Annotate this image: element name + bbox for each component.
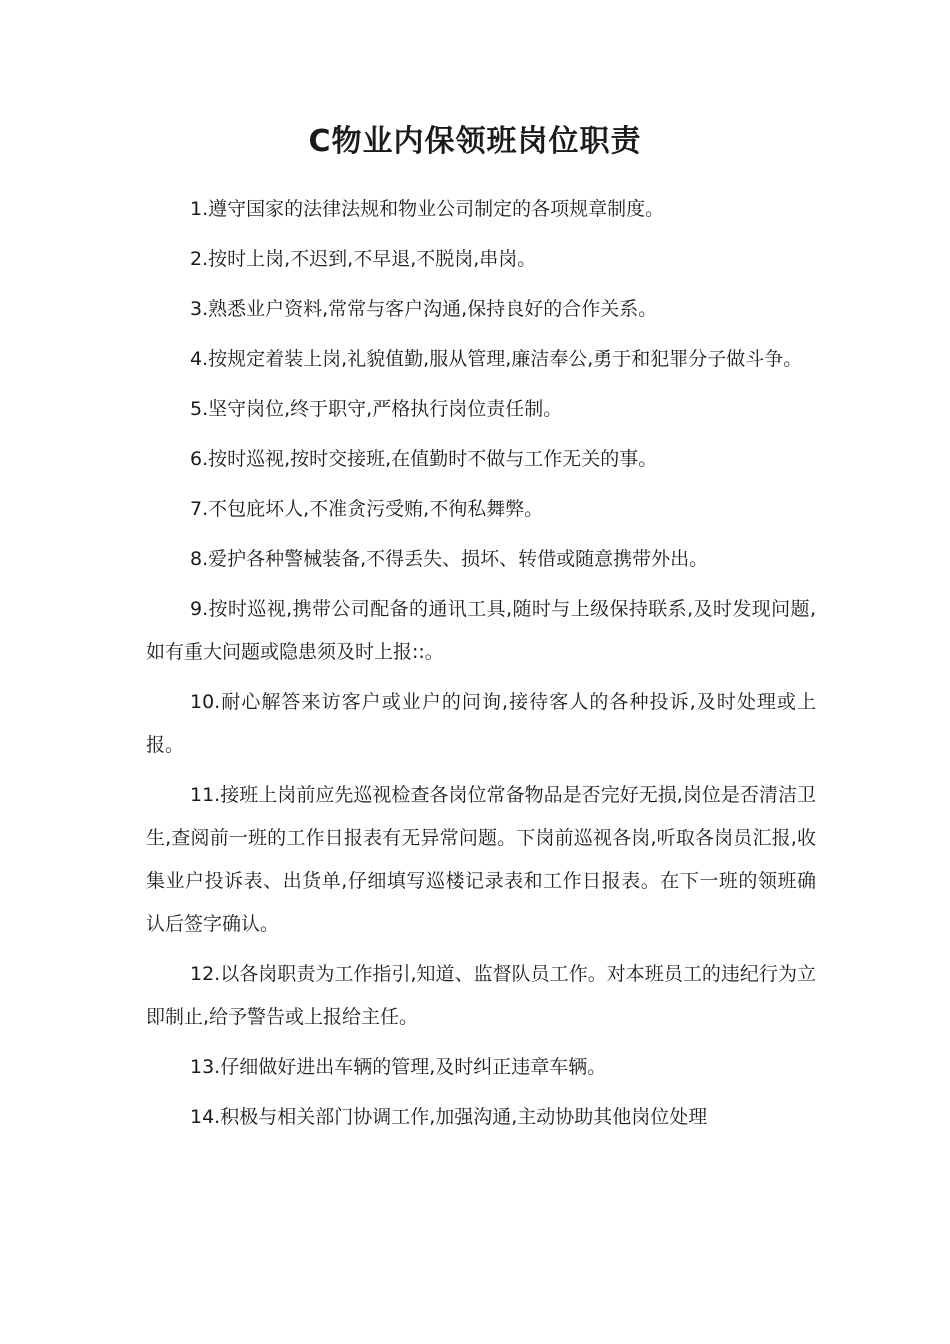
- paragraph-8: 8.爱护各种警械装备,不得丢失、损坏、转借或随意携带外出。: [190, 548, 709, 570]
- paragraph-14: 14.积极与相关部门协调工作,加强沟通,主动协助其他岗位处理: [190, 1106, 708, 1128]
- paragraph-6: 6.按时巡视,按时交接班,在值勤时不做与工作无关的事。: [190, 448, 658, 470]
- paragraph-1: 1.遵守国家的法律法规和物业公司制定的各项规章制度。: [190, 198, 665, 220]
- paragraph-3: 3.熟悉业户资料,常常与客户沟通,保持良好的合作关系。: [190, 298, 658, 320]
- paragraph-13: 13.仔细做好进出车辆的管理,及时纠正违章车辆。: [190, 1056, 607, 1078]
- paragraph-11: 11.接班上岗前应先巡视检查各岗位常备物品是否完好无损,岗位是否清洁卫生,查阅前一班的工作日报表有无异常问题。下岗前巡视各岗,听取各岗员汇报,收集业户投诉表、出货单,仔细填写巡楼记录表和工作日报表。在下一班的领班确认后签字确认。: [146, 784, 816, 935]
- paragraph-4: 4.按规定着装上岗,礼貌值勤,服从管理,廉洁奉公,勇于和犯罪分子做斗争。: [190, 348, 803, 370]
- paragraph-10: 10.耐心解答来访客户或业户的问询,接待客人的各种投诉,及时处理或上报。: [146, 691, 816, 756]
- paragraph-9: 9.按时巡视,携带公司配备的通讯工具,随时与上级保持联系,及时发现问题,如有重大问题或隐患须及时上报::。: [146, 598, 816, 663]
- paragraph-2: 2.按时上岗,不迟到,不早退,不脱岗,串岗。: [190, 248, 537, 270]
- document-title: C物业内保领班岗位职责: [308, 124, 642, 159]
- paragraph-5: 5.坚守岗位,终于职守,严格执行岗位责任制。: [190, 398, 563, 420]
- document-body: [146, 188, 816, 1146]
- paragraph-12: 12.以各岗职责为工作指引,知道、监督队员工作。对本班员工的违纪行为立即制止,给予警告或上报给主任。: [146, 963, 816, 1028]
- paragraph-7: 7.不包庇坏人,不准贪污受贿,不徇私舞弊。: [190, 498, 544, 520]
